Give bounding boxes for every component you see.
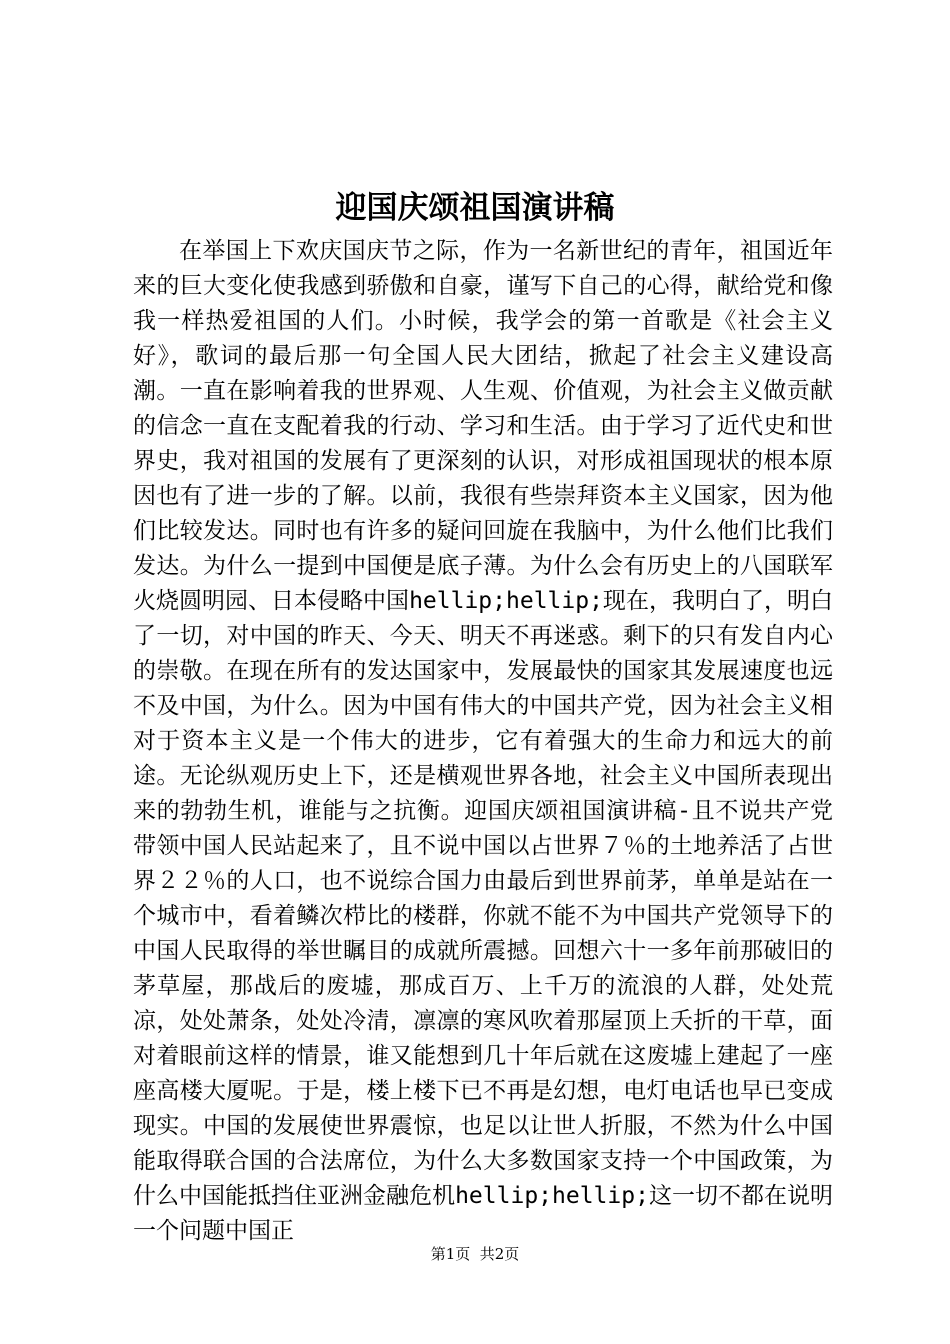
document-body-paragraph: 在举国上下欢庆国庆节之际，作为一名新世纪的青年，祖国近年来的巨大变化使我感到骄傲和自豪，谨写下自己的心得，献给党和像我一样热爱祖国的人们。小时候，我学会的第一首歌是《社会主义好》，歌词的最后那一句全国人民大团结，掀起了社会主义建设高潮。一直在影响着我的世界观、人生观、价值观，为社会主义做贡献的信念一直在支配着我的行动、学习和生活。由于学习了近代史和世界史，我对祖国的发展有了更深刻的认识，对形成祖国现状的根本原因也有了进一步的了解。以前，我很有些崇拜资本主义国家，因为他们比较发达。同时也有许多的疑问回旋在我脑中，为什么他们比我们发达。为什么一提到中国便是底子薄。为什么会有历史上的八国联军火烧圆明园、日本侵略中国hellip;hellip;现在，我明白了，明白了一切，对中国的昨天、今天、明天不再迷惑。剩下的只有发自内心的崇敬。在现在所有的发达国家中，发展最快的国家其发展速度也远不及中国，为什么。因为中国有伟大的中国共产党，因为社会主义相对于资本主义是一个伟大的进步，它有着强大的生命力和远大的前途。无论纵观历史上下，还是横观世界各地，社会主义中国所表现出来的勃勃生机，谁能与之抗衡。迎国庆颂祖国演讲稿-且不说共产党带领中国人民站起来了，且不说中国以占世界７％的土地养活了占世界２２％的人口，也不说综合国力由最后到世界前茅，单单是站在一个城市中，看着鳞次栉比的楼群，你就不能不为中国共产党领导下的中国人民取得的举世瞩目的成就所震撼。回想六十一多年前那破旧的茅草屋，那战后的废墟，那成百万、上千万的流浪的人群，处处荒凉，处处萧条，处处冷清，凛凛的寒风吹着那屋顶上夭折的干草，面对着眼前这样的情景，谁又能想到几十年后就在这废墟上建起了一座座高楼大厦呢。于是，楼上楼下已不再是幻想，电灯电话也早已变成现实。中国的发展使世界震惊，也足以让世人折服，不然为什么中国能取得联合国的合法席位，为什么大多数国家支持一个中国政策，为什么中国能抵挡住亚洲金融危机hellip;hellip;这一切不都在说明一个问题中国正 [133,238,833,1244]
document-title: 迎国庆颂祖国演讲稿 [335,190,615,226]
page-number: 第1页 共2页 [430,1245,520,1263]
page-footer [0,1244,950,1264]
